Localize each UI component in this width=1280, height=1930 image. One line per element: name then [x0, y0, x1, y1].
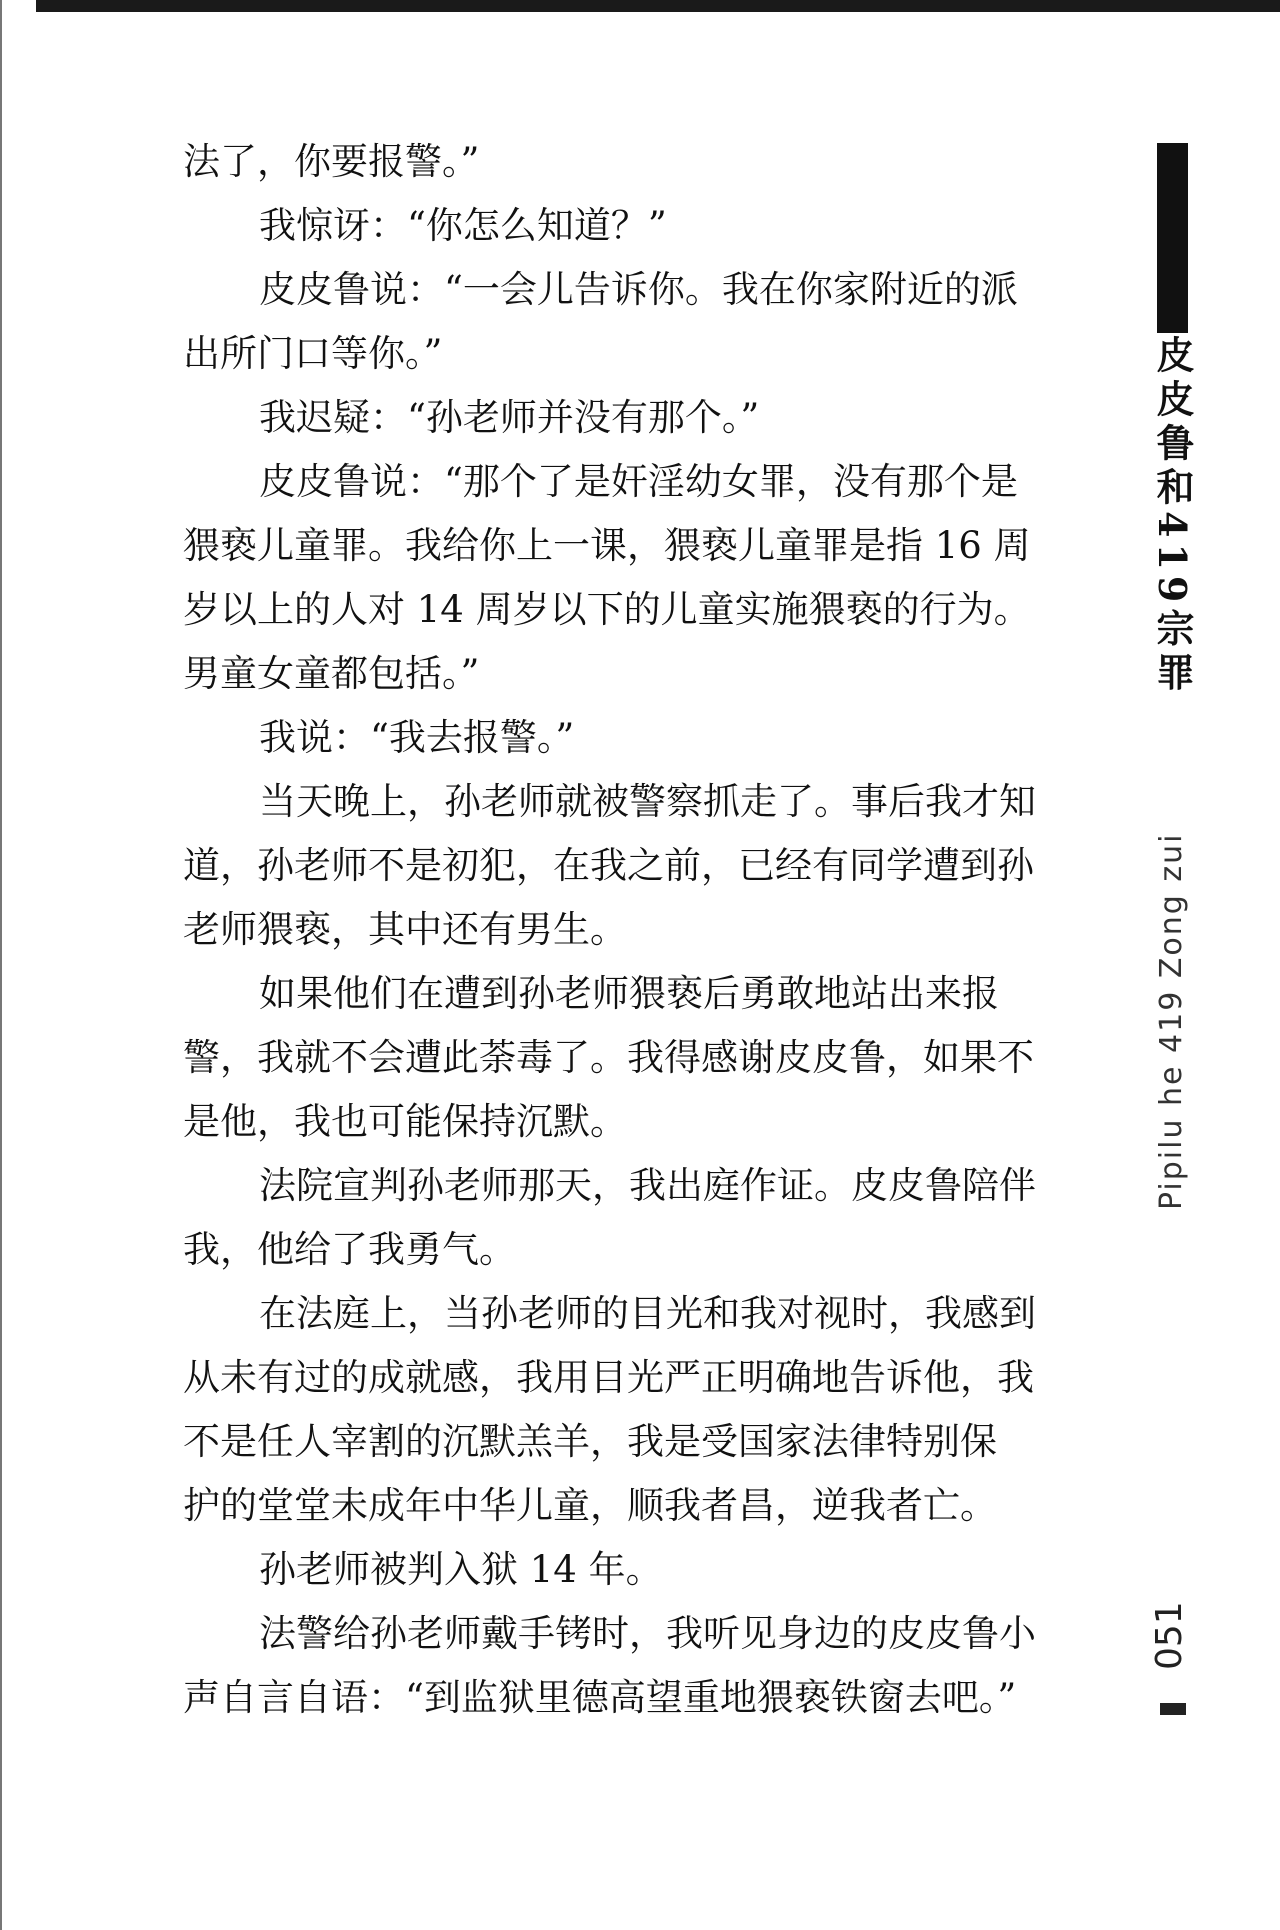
text-line: 男童女童都包括。”: [183, 652, 480, 695]
text-line: 是他，我也可能保持沉默。: [183, 1100, 627, 1143]
running-head-pinyin: Pipilu he 419 Zong zui: [1154, 832, 1189, 1210]
text-line: 我惊讶：“你怎么知道？”: [259, 204, 667, 247]
text-line: 岁以上的人对 14 周岁以下的儿童实施猥亵的行为。: [183, 588, 1031, 631]
top-border-rule: [36, 0, 1280, 12]
text-line: 皮皮鲁说：“一会儿告诉你。我在你家附近的派: [259, 268, 1018, 311]
page-number: 051: [1149, 1601, 1190, 1670]
text-line: 警，我就不会遭此荼毒了。我得感谢皮皮鲁，如果不: [183, 1036, 1034, 1079]
text-line: 声自言自语：“到监狱里德高望重地猥亵铁窗去吧。”: [183, 1676, 1017, 1719]
text-line: 当天晚上，孙老师就被警察抓走了。事后我才知: [259, 780, 1036, 823]
page-left-edge: [0, 0, 2, 1930]
text-line: 护的堂堂未成年中华儿童，顺我者昌，逆我者亡。: [183, 1484, 997, 1527]
text-line: 老师猥亵，其中还有男生。: [183, 908, 627, 951]
text-line: 法了，你要报警。”: [183, 140, 480, 183]
text-line: 猥亵儿童罪。我给你上一课，猥亵儿童罪是指 16 周: [183, 524, 1031, 567]
text-line: 不是任人宰割的沉默羔羊，我是受国家法律特别保: [183, 1420, 997, 1463]
text-line: 皮皮鲁说：“那个了是奸淫幼女罪，没有那个是: [259, 460, 1018, 503]
text-line: 法院宣判孙老师那天，我出庭作证。皮皮鲁陪伴: [259, 1164, 1036, 1207]
running-head-title: 皮皮鲁和419宗罪: [1150, 335, 1195, 697]
text-line: 出所门口等你。”: [183, 332, 443, 375]
text-line: 我说：“我去报警。”: [259, 716, 575, 759]
text-line: 在法庭上，当孙老师的目光和我对视时，我感到: [259, 1292, 1036, 1335]
text-line: 如果他们在遭到孙老师猥亵后勇敢地站出来报: [259, 972, 999, 1015]
page-marker: [1160, 1703, 1186, 1715]
sidebar-black-bar: [1157, 143, 1188, 333]
text-line: 道，孙老师不是初犯，在我之前，已经有同学遭到孙: [183, 844, 1034, 887]
text-line: 孙老师被判入狱 14 年。: [259, 1548, 663, 1591]
text-line: 我，他给了我勇气。: [183, 1228, 516, 1271]
text-line: 我迟疑：“孙老师并没有那个。”: [259, 396, 760, 439]
text-line: 法警给孙老师戴手铐时，我听见身边的皮皮鲁小: [259, 1612, 1036, 1655]
body-text: [183, 130, 1036, 1730]
text-line: 从未有过的成就感，我用目光严正明确地告诉他，我: [183, 1356, 1034, 1399]
